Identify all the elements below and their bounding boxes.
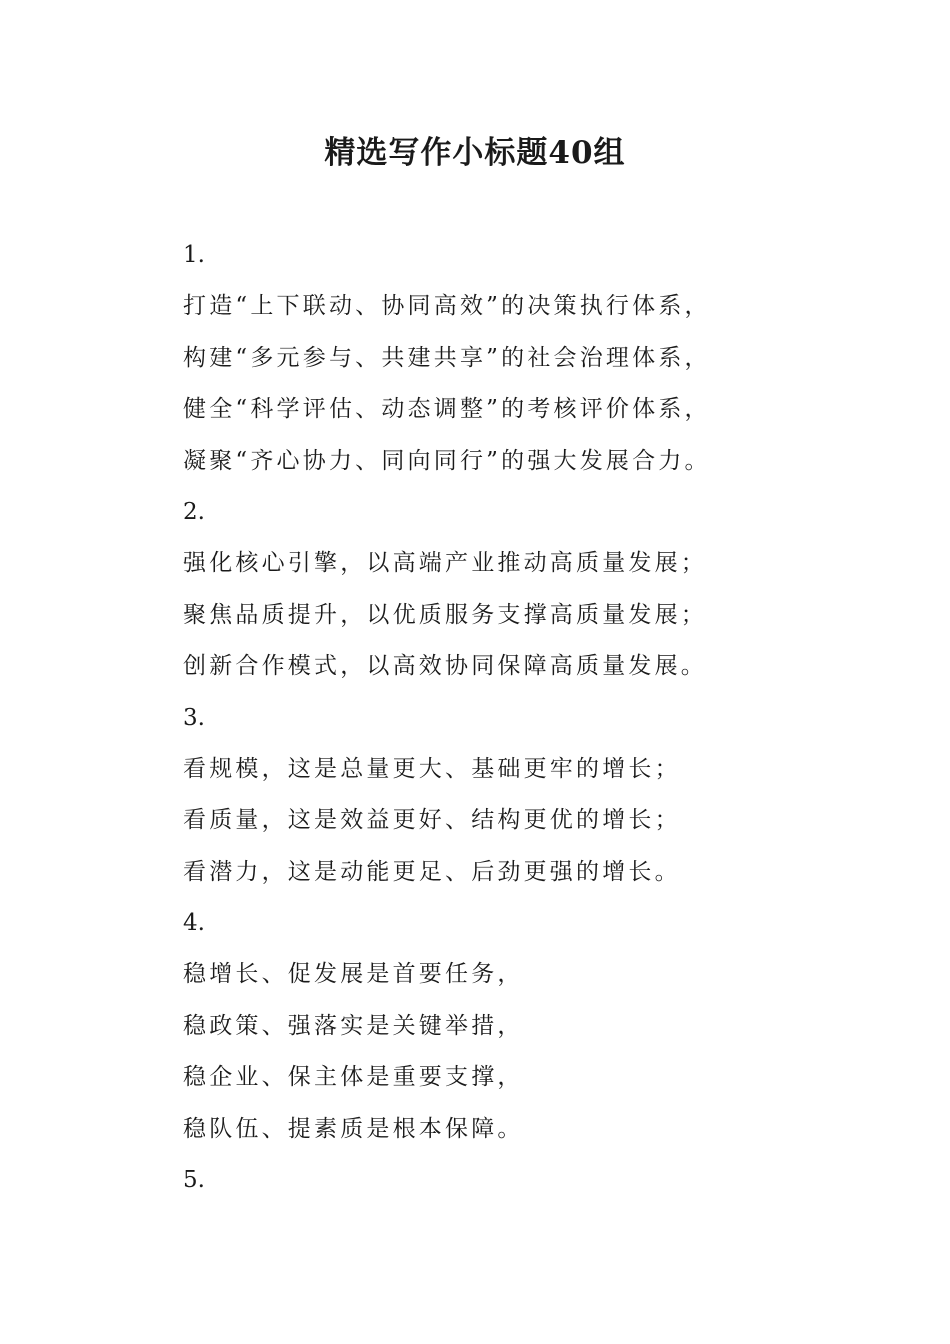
section-number: 5. [183, 1167, 205, 1194]
paragraph-line: 稳企业、保主体是重要支撑， [183, 1064, 524, 1091]
paragraph-line: 看质量，这是效益更好、结构更优的增长； [183, 807, 681, 834]
section-number: 3. [183, 704, 205, 731]
paragraph-line: 看规模，这是总量更大、基础更牢的增长； [183, 755, 681, 782]
paragraph-line: 打造“上下联动、协同高效”的决策执行体系， [183, 293, 711, 320]
paragraph-line: 强化核心引擎，以高端产业推动高质量发展； [183, 550, 707, 577]
paragraph-line: 稳政策、强落实是关键举措， [183, 1012, 524, 1039]
document-title: 精选写作小标题40组 [324, 135, 626, 171]
paragraph-line: 健全“科学评估、动态调整”的考核评价体系， [183, 396, 711, 423]
paragraph-line: 稳增长、促发展是首要任务， [183, 961, 524, 988]
paragraph-line: 聚焦品质提升，以优质服务支撑高质量发展； [183, 601, 707, 628]
paragraph-line: 构建“多元参与、共建共享”的社会治理体系， [183, 344, 711, 371]
section-number: 4. [183, 910, 205, 937]
paragraph-line: 看潜力，这是动能更足、后劲更强的增长。 [183, 858, 681, 885]
paragraph-line: 创新合作模式，以高效协同保障高质量发展。 [183, 653, 707, 680]
section-number: 1. [183, 242, 205, 268]
document-body [183, 230, 823, 1206]
paragraph-line: 稳队伍、提素质是根本保障。 [183, 1115, 524, 1142]
paragraph-line: 凝聚“齐心协力、同向同行”的强大发展合力。 [183, 447, 711, 474]
section-number: 2. [183, 498, 205, 525]
